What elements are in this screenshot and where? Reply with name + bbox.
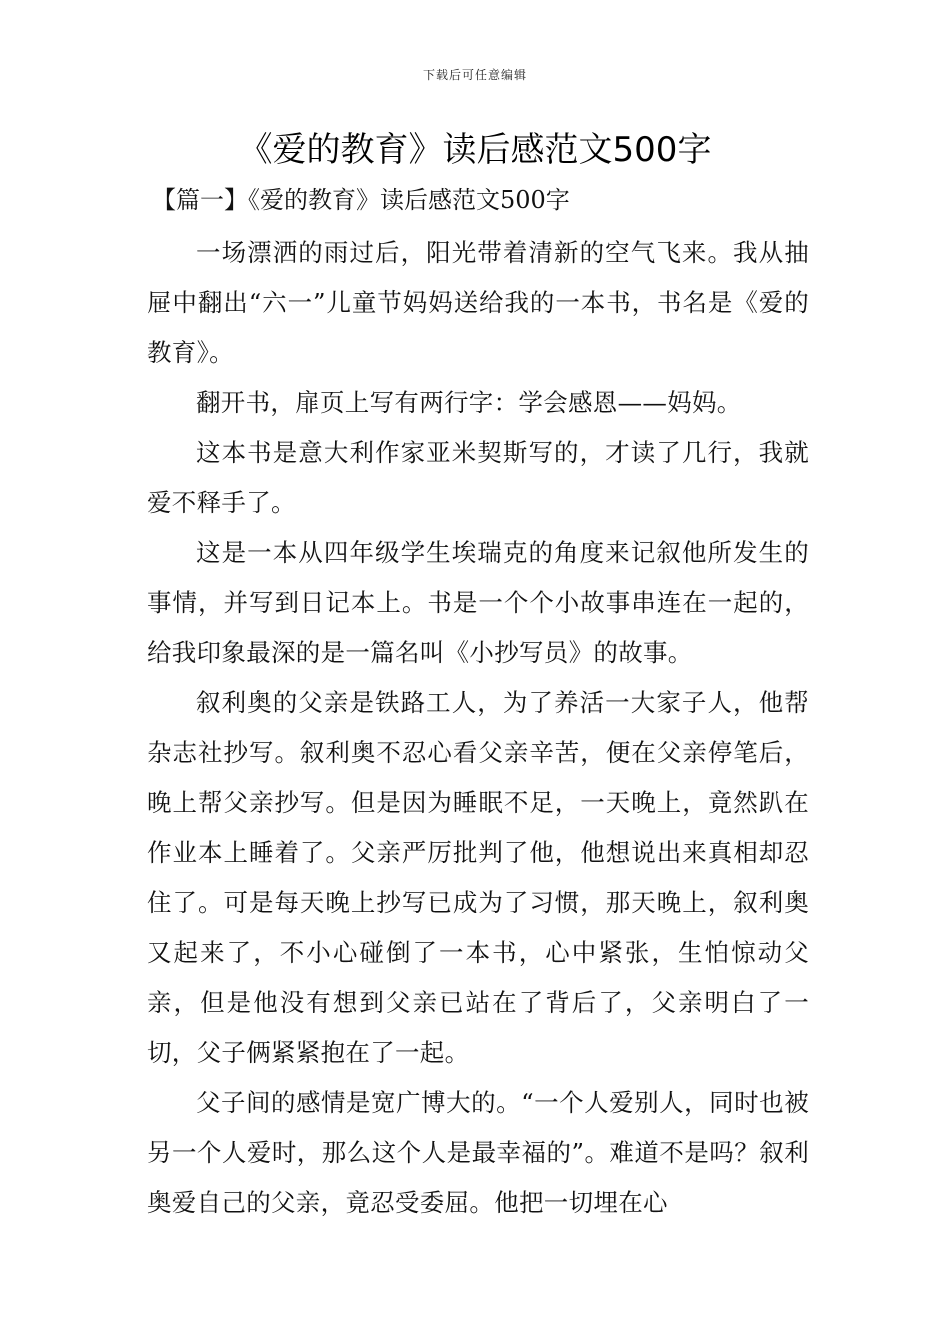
paragraph: 一场漂洒的雨过后，阳光带着清新的空气飞来。我从抽屉中翻出“六一”儿童节妈妈送给我的一本书，书名是《爱的教育》。 <box>147 238 809 367</box>
paragraph: 叙利奥的父亲是铁路工人，为了养活一大家子人，他帮杂志社抄写。叙利奥不忍心看父亲辛苦，便在父亲停笔后，晚上帮父亲抄写。但是因为睡眠不足，一天晚上，竟然趴在作业本上睡着了。父亲严厉批判了他，他想说出来真相却忍住了。可是每天晚上抄写已成为了习惯，那天晚上，叙利奥又起来了，不小心碰倒了一本书，心中紧张，生怕惊动父亲，但是他没有想到父亲已站在了背后了，父亲明白了一切，父子俩紧紧抱在了一起。 <box>147 688 809 1067</box>
paragraph: 翻开书，扉页上写有两行字：学会感恩——妈妈。 <box>196 388 742 417</box>
document-title: 《爱的教育》读后感范文500字 <box>238 130 712 170</box>
paragraph: 父子间的感情是宽广博大的。“一个人爱别人，同时也被另一个人爱时，那么这个人是最幸福的”。难道不是吗？叙利奥爱自己的父亲，竟忍受委屈。他把一切埋在心 <box>147 1088 809 1217</box>
paragraph: 这本书是意大利作家亚米契斯写的，才读了几行，我就爱不释手了。 <box>147 438 809 517</box>
section-heading: 【篇一】《爱的教育》读后感范文500字 <box>152 186 570 214</box>
header-note: 下载后可任意编辑 <box>422 68 527 82</box>
paragraph: 这是一本从四年级学生埃瑞克的角度来记叙他所发生的事情，并写到日记本上。书是一个个小故事串连在一起的，给我印象最深的是一篇名叫《小抄写员》的故事。 <box>147 538 809 667</box>
body-text <box>147 228 809 1228</box>
